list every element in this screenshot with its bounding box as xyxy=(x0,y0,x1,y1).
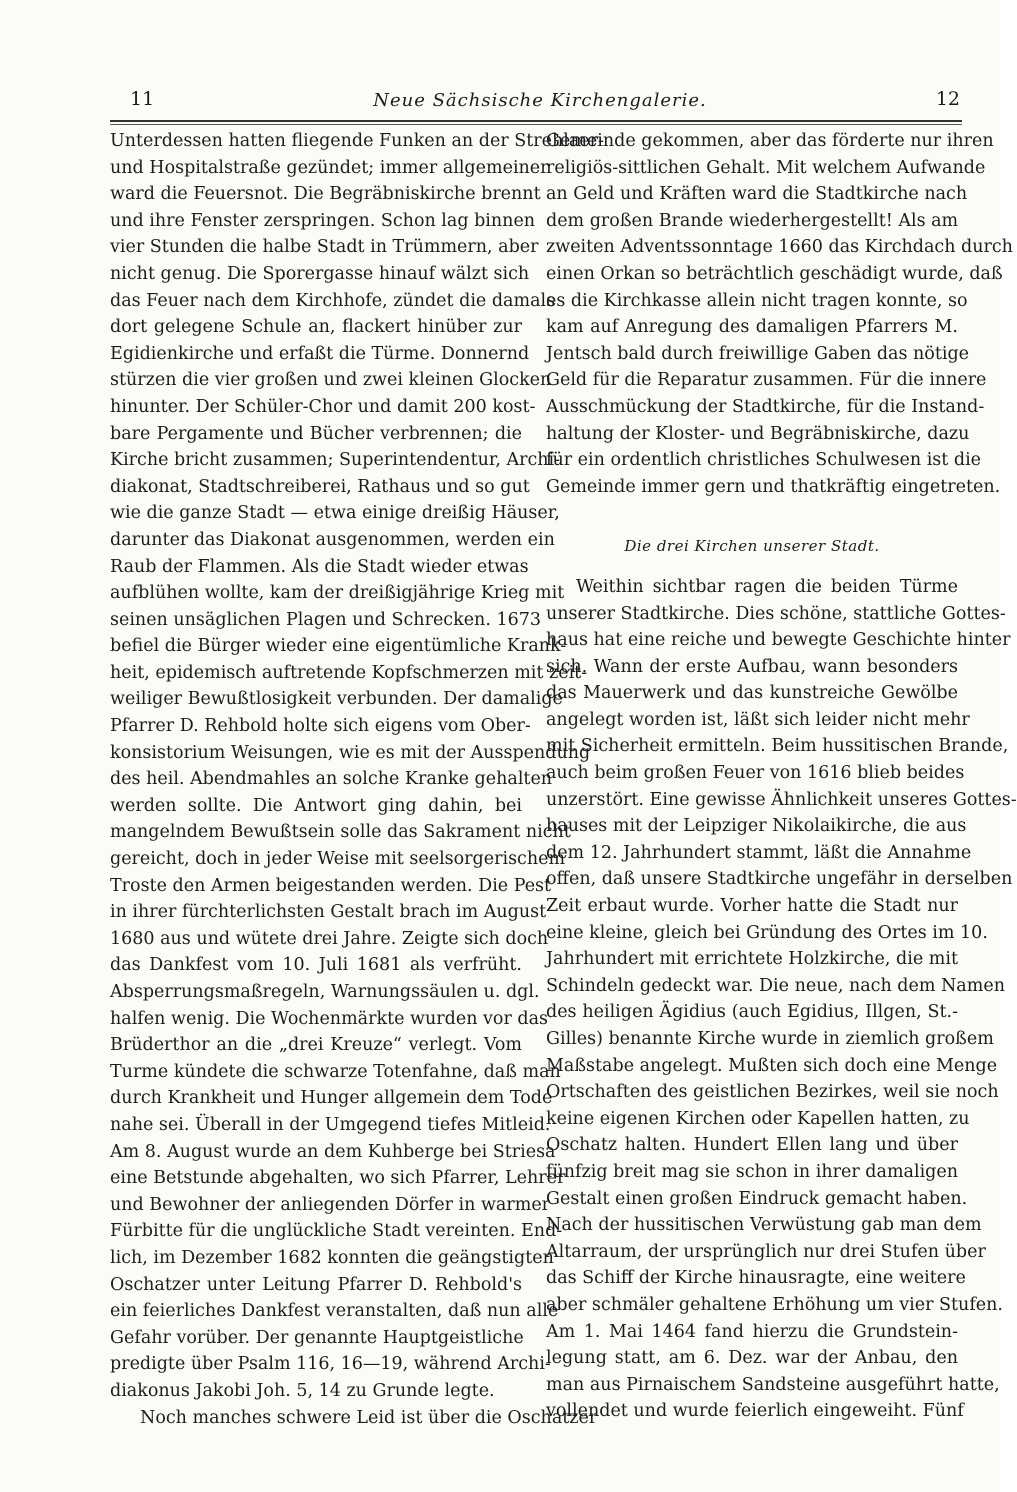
text-line: man aus Pirnaischem Sandsteine ausgeführt hatte, xyxy=(546,1374,1000,1395)
text-line: ein feierliches Dankfest veranstalten, daß nun alle xyxy=(110,1301,559,1322)
text-line: unserer Stadtkirche. Dies schöne, stattliche Gottes- xyxy=(546,603,1006,624)
text-line: das Mauerwerk und das kunstreiche Gewölbe xyxy=(546,683,958,704)
header-rule-thin xyxy=(110,124,962,125)
text-line: Egidienkirche und erfaßt die Türme. Donnernd xyxy=(110,343,530,364)
text-line: Absperrungsmaßregeln, Warnungssäulen u. dgl. xyxy=(110,982,540,1002)
running-title: Neue Sächsische Kirchengalerie. xyxy=(373,90,707,111)
text-line: gereicht, doch in jeder Weise mit seelsorgerischem xyxy=(110,849,566,870)
heading-gap xyxy=(546,560,958,574)
text-line: lich, im Dezember 1682 konnten die geängstigten xyxy=(110,1247,554,1268)
text-line: Gilles) benannte Kirche wurde in ziemlich großem xyxy=(546,1029,994,1049)
text-line: Ortschaften des geistlichen Bezirkes, weil sie noch xyxy=(546,1082,999,1103)
text-line: aufblühen wollte, kam der dreißigjährige Krieg mit xyxy=(110,583,565,604)
left-text-column xyxy=(110,128,604,1431)
text-line: durch Krankheit und Hunger allgemein dem Tode xyxy=(110,1088,553,1109)
text-line: stürzen die vier großen und zwei kleinen Glocken xyxy=(110,370,552,391)
text-line: hauses mit der Leipziger Nikolaikirche, die aus xyxy=(546,816,967,837)
section-gap xyxy=(546,500,958,533)
text-line: Nach der hussitischen Verwüstung gab man dem xyxy=(546,1215,982,1236)
text-line: angelegt worden ist, läßt sich leider nicht mehr xyxy=(546,709,970,730)
text-line: nahe sei. Überall in der Umgegend tiefes Mitleid. xyxy=(110,1114,551,1135)
text-line: Oschatzer unter Leitung Pfarrer D. Rehbold's xyxy=(110,1274,522,1295)
text-line: religiös-sittlichen Gehalt. Mit welchem Aufwande xyxy=(546,157,986,178)
text-line: das Schiff der Kirche hinausragte, eine weitere xyxy=(546,1268,966,1289)
text-line: mangelndem Bewußtsein solle das Sakrament nicht xyxy=(110,822,571,843)
text-line: haltung der Kloster- und Begräbniskirche, dazu xyxy=(546,423,970,444)
text-line: eine Betstunde abgehalten, wo sich Pfarrer, Lehrer xyxy=(110,1168,566,1189)
text-line: mit Sicherheit ermitteln. Beim hussitischen Brande, xyxy=(546,736,1009,757)
text-line: offen, daß unsere Stadtkirche ungefähr in derselben xyxy=(546,869,1013,890)
text-line: für ein ordentlich christliches Schulwesen ist die xyxy=(546,450,982,471)
right-text-column xyxy=(546,128,1017,1425)
text-line: Am 1. Mai 1464 fand hierzu die Grundstein- xyxy=(546,1321,958,1342)
text-line: auch beim großen Feuer von 1616 blieb beides xyxy=(546,763,965,784)
text-line: Ausschmückung der Stadtkirche, für die Instand- xyxy=(546,396,985,417)
text-line: Oschatz halten. Hundert Ellen lang und über xyxy=(546,1135,958,1156)
text-line: Schindeln gedeckt war. Die neue, nach dem Namen xyxy=(546,975,1005,996)
text-line: Pfarrer D. Rehbold holte sich eigens vom Ober- xyxy=(110,716,531,737)
text-line: nicht genug. Die Sporergasse hinauf wälzt sich xyxy=(110,263,530,284)
text-line: haus hat eine reiche und bewegte Geschichte hinter xyxy=(546,630,1011,651)
text-line: keine eigenen Kirchen oder Kapellen hatten, zu xyxy=(546,1108,970,1129)
text-line: Am 8. August wurde an dem Kuhberge bei Striesa xyxy=(110,1141,556,1162)
text-line: Gemeinde immer gern und thatkräftig eingetreten. xyxy=(546,476,1001,497)
text-line: diakonus Jakobi Joh. 5, 14 zu Grunde legte. xyxy=(110,1380,495,1401)
text-line: halfen wenig. Die Wochenmärkte wurden vor das xyxy=(110,1008,549,1029)
text-line: weiliger Bewußtlosigkeit verbunden. Der damalige xyxy=(110,689,563,710)
text-line: dort gelegene Schule an, flackert hinüber zur xyxy=(110,317,522,338)
text-line: Jentsch bald durch freiwillige Gaben das nötige xyxy=(546,343,970,364)
text-line: unzerstört. Eine gewisse Ähnlichkeit unseres Gottes- xyxy=(546,789,1017,810)
right-column-top-block xyxy=(546,128,1013,500)
text-line: Fürbitte für die unglückliche Stadt vereinten. End- xyxy=(110,1221,563,1242)
text-line: das Feuer nach dem Kirchhofe, zündet die damals xyxy=(110,290,556,311)
text-line: vier Stunden die halbe Stadt in Trümmern, aber xyxy=(110,237,539,258)
text-line: in ihrer fürchterlichsten Gestalt brach im August xyxy=(110,902,547,923)
text-line: aber schmäler gehaltene Erhöhung um vier Stufen. xyxy=(546,1294,1003,1315)
text-line: und ihre Fenster zerspringen. Schon lag binnen xyxy=(110,210,536,231)
text-line: befiel die Bürger wieder eine eigentümliche Krank- xyxy=(110,636,567,657)
page-number-right: 12 xyxy=(935,88,960,110)
text-line: Troste den Armen beigestanden werden. Die Pest xyxy=(110,875,552,896)
text-line: kam auf Anregung des damaligen Pfarrers M. xyxy=(546,317,958,338)
text-line: Turme kündete die schwarze Totenfahne, daß man xyxy=(110,1061,561,1082)
text-line: Jahrhundert mit errichtete Holzkirche, die mit xyxy=(546,949,958,970)
text-line: und Hospitalstraße gezündet; immer allgemeiner xyxy=(110,157,549,178)
text-line: wie die ganze Stadt — etwa einige dreißig Häuser, xyxy=(110,503,560,524)
right-column-bottom-block xyxy=(546,574,1017,1425)
text-line: Gemeinde gekommen, aber das förderte nur ihren xyxy=(546,131,994,151)
text-line: des heil. Abendmahles an solche Kranke gehalten xyxy=(110,769,553,790)
text-line: Altarraum, der ursprünglich nur drei Stufen über xyxy=(546,1241,986,1262)
text-line: einen Orkan so beträchtlich geschädigt wurde, daß xyxy=(546,263,1003,284)
text-line: Kirche bricht zusammen; Superintendentur, Archi- xyxy=(110,450,561,471)
text-line: des heiligen Ägidius (auch Egidius, Illgen, St.- xyxy=(546,1002,958,1023)
text-line: heit, epidemisch auftretende Kopfschmerzen mit zeit- xyxy=(110,662,588,683)
text-line: Zeit erbaut wurde. Vorher hatte die Stadt nur xyxy=(546,896,958,917)
text-line: Weithin sichtbar ragen die beiden Türme xyxy=(576,576,958,597)
page-header xyxy=(120,88,960,118)
text-line: Brüderthor an die „drei Kreuze“ verlegt. Vom xyxy=(110,1035,522,1056)
text-line: 1680 aus und wütete drei Jahre. Zeigte sich doch xyxy=(110,928,549,949)
text-line: Gefahr vorüber. Der genannte Hauptgeistliche xyxy=(110,1327,524,1348)
text-line: vollendet und wurde feierlich eingeweiht. Fünf xyxy=(546,1401,964,1422)
header-rule-thick xyxy=(110,120,962,122)
text-line: Gestalt einen großen Eindruck gemacht haben. xyxy=(546,1188,968,1209)
text-line: und Bewohner der anliegenden Dörfer in warmer xyxy=(110,1194,551,1215)
text-line: predigte über Psalm 116, 16—19, während Archi- xyxy=(110,1354,551,1375)
text-line: hinunter. Der Schüler-Chor und damit 200 kost- xyxy=(110,396,536,417)
text-line: zweiten Adventssonntage 1660 das Kirchdach durch xyxy=(546,237,1013,258)
text-line: eine kleine, gleich bei Gründung des Ortes im 10. xyxy=(546,922,988,943)
section-heading: Die drei Kirchen unserer Stadt. xyxy=(624,537,880,556)
text-line: darunter das Diakonat ausgenommen, werden ein xyxy=(110,529,555,550)
text-line: Raub der Flammen. Als die Stadt wieder etwas xyxy=(110,556,529,577)
text-line: es die Kirchkasse allein nicht tragen konnte, so xyxy=(546,290,968,311)
text-line: Geld für die Reparatur zusammen. Für die innere xyxy=(546,370,987,391)
text-line: diakonat, Stadtschreiberei, Rathaus und so gut xyxy=(110,476,530,497)
text-line: konsistorium Weisungen, wie es mit der Ausspendung xyxy=(110,742,591,763)
text-line: Noch manches schwere Leid ist über die Oschatzer xyxy=(140,1407,598,1428)
text-line: seinen unsäglichen Plagen und Schrecken. 1673 xyxy=(110,609,541,630)
text-line: dem 12. Jahrhundert stammt, läßt die Annahme xyxy=(546,842,972,863)
text-line: dem großen Brande wiederhergestellt! Als am xyxy=(546,210,959,231)
text-line: an Geld und Kräften ward die Stadtkirche nach xyxy=(546,184,968,205)
text-line: sich. Wann der erste Aufbau, wann besonders xyxy=(546,656,958,677)
text-line: fünfzig breit mag sie schon in ihrer damaligen xyxy=(546,1161,958,1182)
page-number-left: 11 xyxy=(130,88,155,110)
text-line: Maßstabe angelegt. Mußten sich doch eine Menge xyxy=(546,1055,998,1076)
text-line: Unterdessen hatten fliegende Funken an der Strehlaer- xyxy=(110,131,604,151)
text-line: legung statt, am 6. Dez. war der Anbau, den xyxy=(546,1348,958,1369)
text-line: bare Pergamente und Bücher verbrennen; die xyxy=(110,423,522,444)
text-line: ward die Feuersnot. Die Begräbniskirche brennt xyxy=(110,184,541,205)
text-line: das Dankfest vom 10. Juli 1681 als verfrüht. xyxy=(110,955,522,976)
text-line: werden sollte. Die Antwort ging dahin, bei xyxy=(110,795,522,816)
